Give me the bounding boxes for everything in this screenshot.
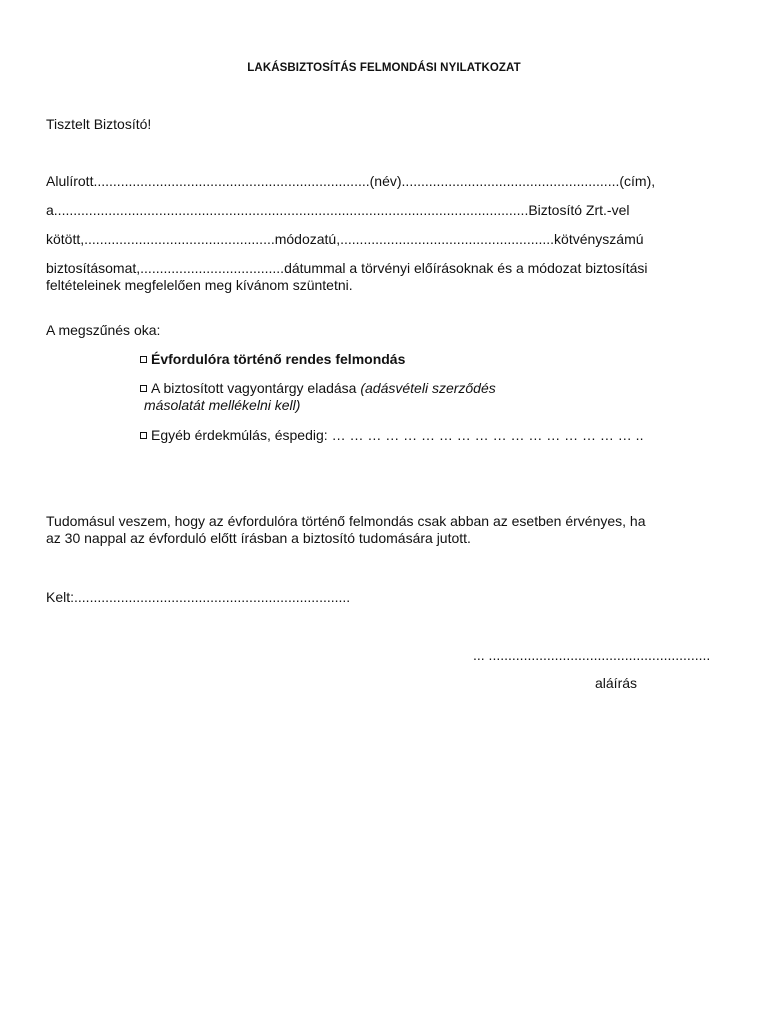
alulirott-label: Alulírott (46, 173, 94, 189)
salutation: Tisztelt Biztosító! (46, 116, 152, 132)
option-sale-note: (adásvételi szerződés (360, 380, 496, 396)
notice-line2: az 30 nappal az évforduló előtt írásban a biztosító tudomására jutott. (46, 530, 471, 546)
article-a: a (46, 202, 54, 218)
para1-line1 (46, 172, 655, 190)
signature-label: aláírás (595, 675, 638, 691)
checkbox-icon[interactable] (140, 356, 147, 363)
kelt-field-dots[interactable]: ....................................................................... (74, 589, 351, 605)
para1-line3 (46, 230, 644, 248)
policy-number-field-dots[interactable]: ....................................................... (340, 231, 555, 247)
product-label: módozatú, (274, 231, 341, 247)
insurer-field-dots[interactable]: .......................................................................................................................... (53, 202, 529, 218)
option-anniversary-label: Évfordulóra történő rendes felmondás (151, 351, 406, 367)
option-anniversary[interactable] (140, 350, 405, 368)
kelt-label: Kelt: (46, 589, 75, 605)
product-field-dots[interactable]: ................................................. (84, 231, 275, 247)
para1-line5: feltételeinek megfelelően meg kívánom szüntetni. (46, 277, 353, 293)
insurer-label: Biztosító Zrt.-vel (528, 202, 630, 218)
biztositasomat-label: biztosításomat, (46, 260, 141, 276)
date-text: dátummal a törvényi előírásoknak és a módozat biztosítási (284, 260, 648, 276)
document-title: LAKÁSBIZTOSÍTÁS FELMONDÁSI NYILATKOZAT (247, 62, 521, 74)
option-sale-label: A biztosított vagyontárgy eladása (151, 380, 357, 396)
option-other-label: Egyéb érdekmúlás, éspedig: (151, 427, 328, 443)
name-label: (név) (369, 173, 402, 189)
option-other[interactable] (140, 426, 643, 444)
other-reason-field-dots[interactable]: … … … … … … … … … … … … … … … … … .. (331, 427, 644, 443)
para1-line2 (46, 201, 629, 219)
signature-line[interactable]: ... ......................................................... (473, 647, 711, 663)
checkbox-icon[interactable] (140, 432, 147, 439)
reason-label: A megszűnés oka: (46, 322, 161, 338)
kelt-line (46, 588, 350, 606)
option-sale[interactable] (140, 379, 496, 397)
checkbox-icon[interactable] (140, 385, 147, 392)
option-sale-note-cont: másolatát mellékelni kell) (144, 397, 301, 413)
para1-line4 (46, 259, 647, 277)
kotott-label: kötött, (46, 231, 85, 247)
notice-line1: Tudomásul veszem, hogy az évfordulóra történő felmondás csak abban az esetben érvényes, ha (46, 513, 646, 529)
name-field-dots[interactable]: ....................................................................... (93, 173, 370, 189)
address-label: (cím), (619, 173, 656, 189)
policy-number-label: kötvényszámú (554, 231, 644, 247)
address-field-dots[interactable]: ........................................................ (401, 173, 620, 189)
date-field-dots[interactable]: ..................................... (140, 260, 285, 276)
